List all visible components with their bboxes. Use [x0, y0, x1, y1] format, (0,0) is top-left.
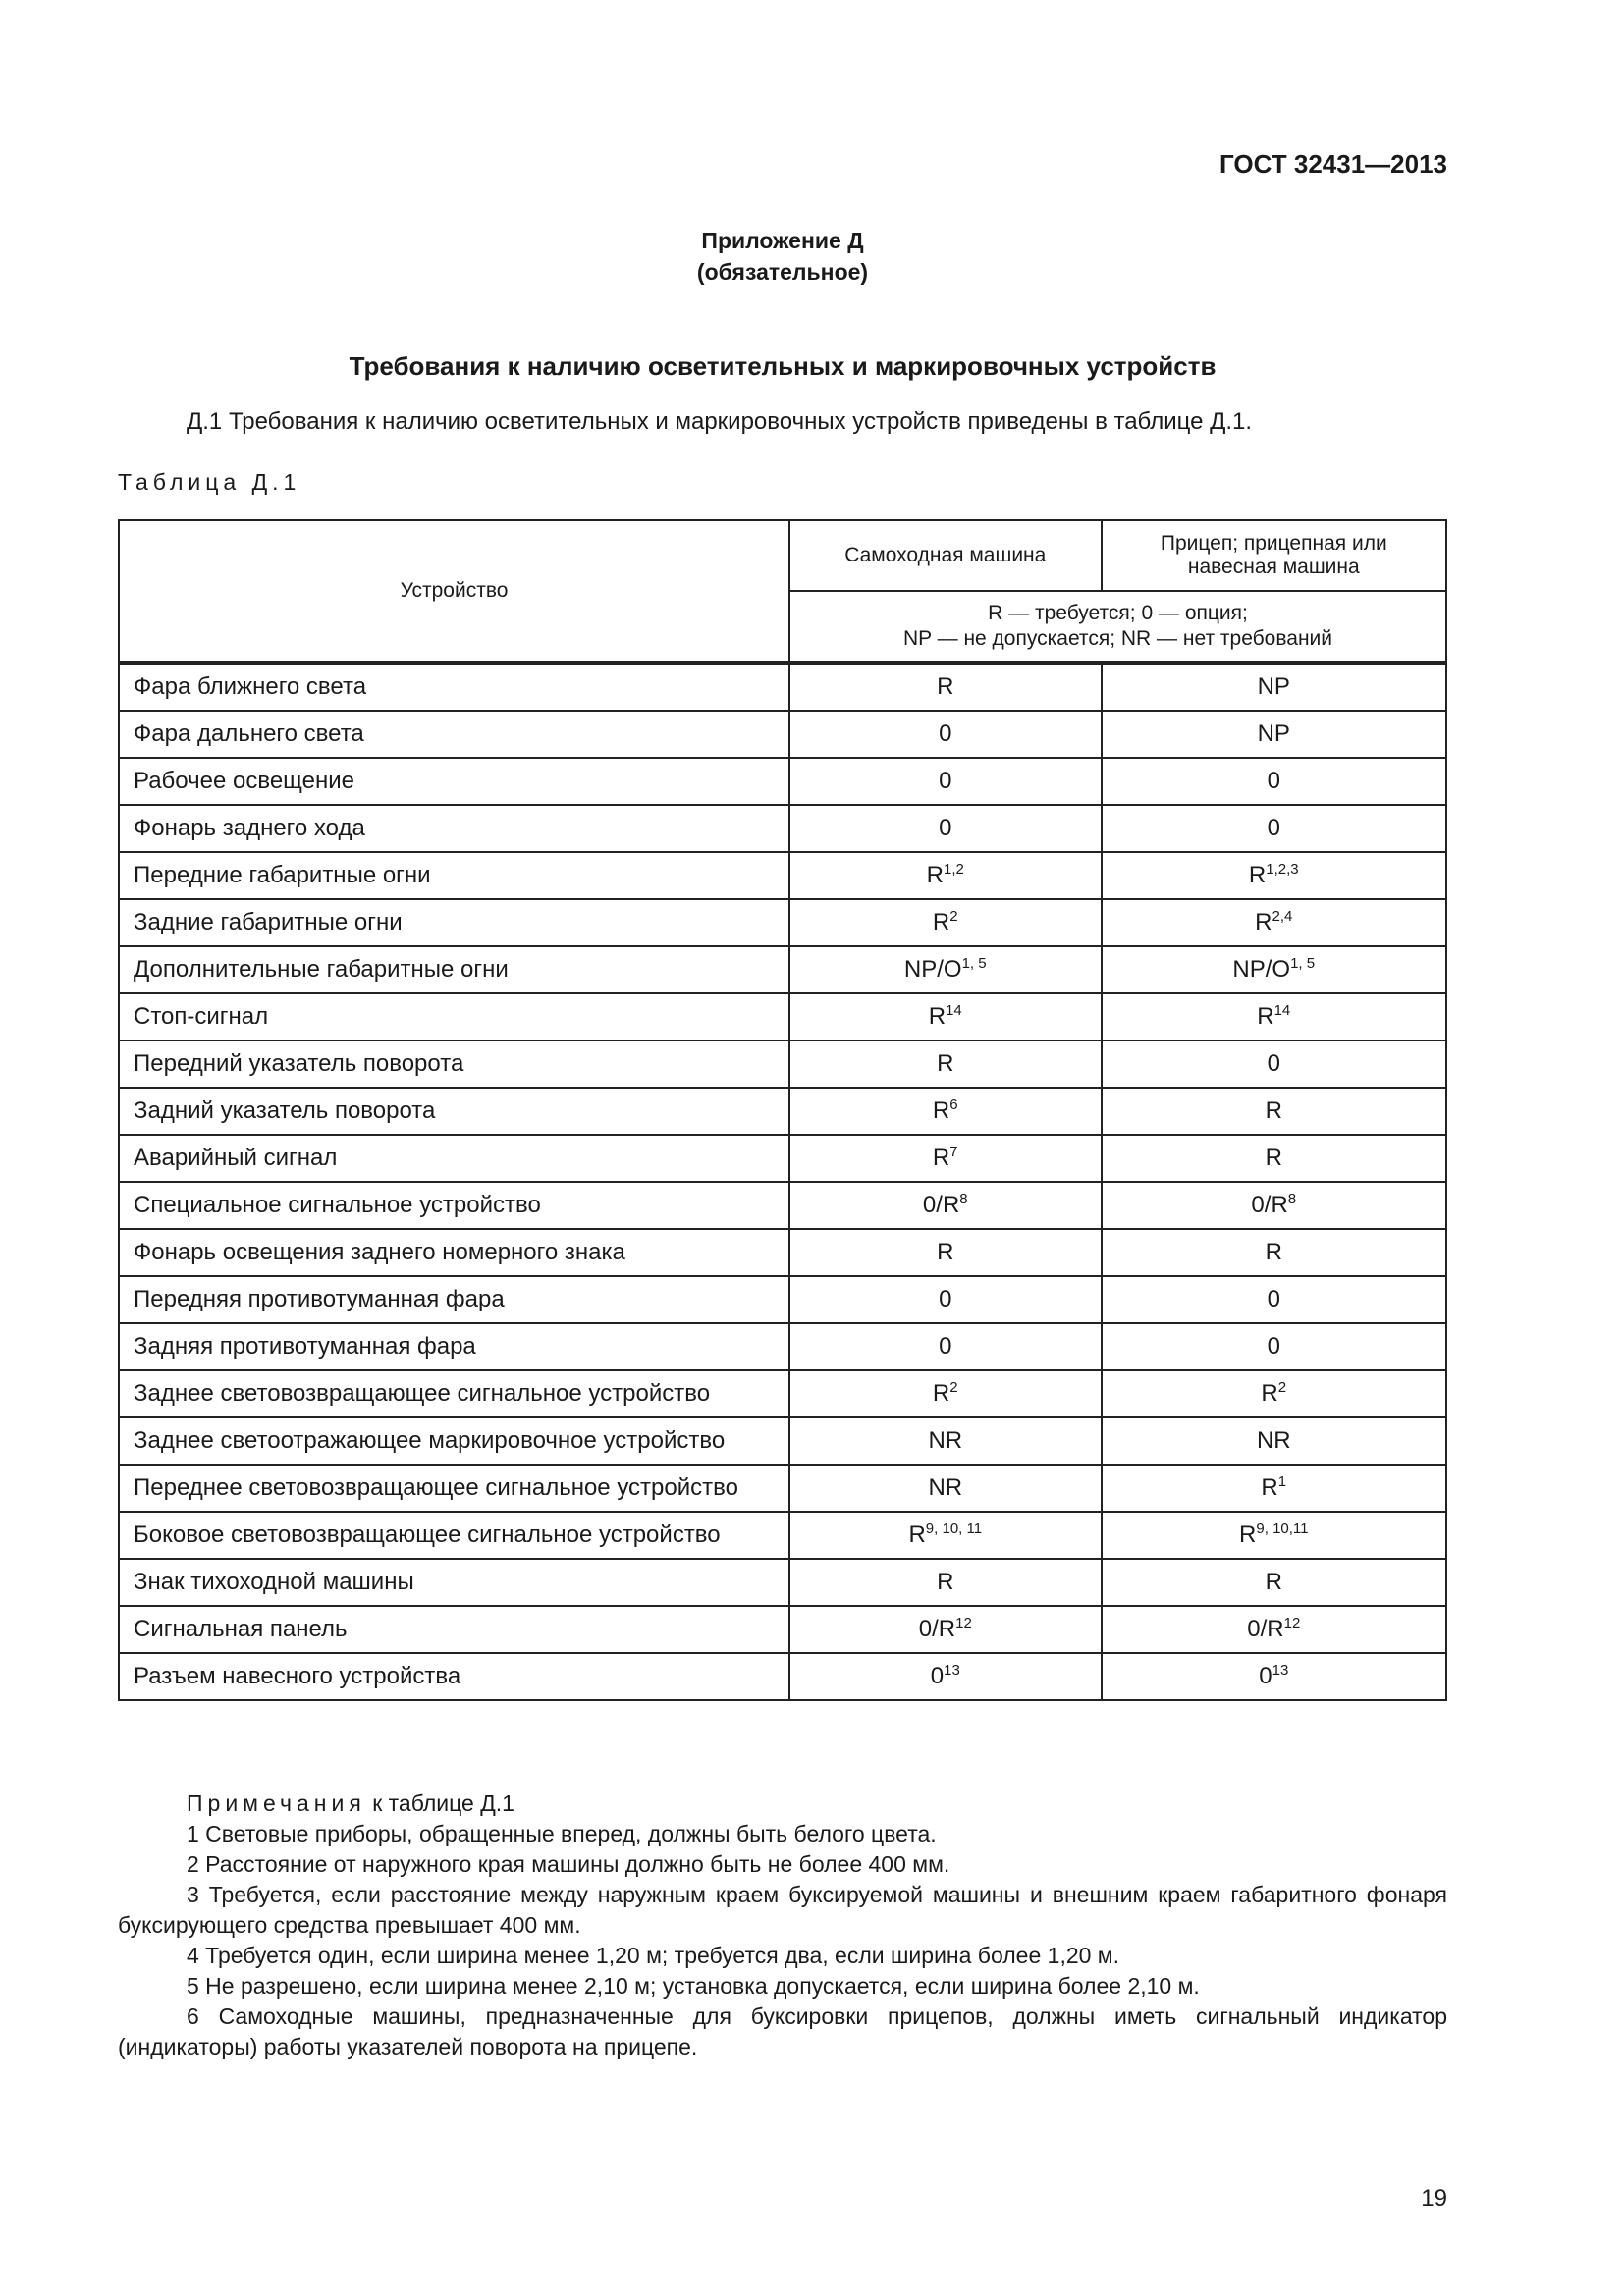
- self-propelled-cell: [789, 1606, 1102, 1653]
- trailer-cell-value: 0: [1259, 1663, 1272, 1689]
- table-row: [119, 1276, 1446, 1323]
- table-row: [119, 805, 1446, 852]
- self-propelled-cell: [789, 1135, 1102, 1182]
- trailer-cell-footnote-ref: 8: [1287, 1191, 1297, 1207]
- device-name-cell-value: Задний указатель поворота: [134, 1097, 436, 1124]
- trailer-cell-value: R: [1257, 1003, 1274, 1030]
- trailer-cell-footnote-ref: 14: [1273, 1002, 1291, 1019]
- table-row: [119, 1323, 1446, 1370]
- table-row: [119, 1417, 1446, 1465]
- trailer-cell: [1102, 805, 1446, 852]
- table-row: [119, 1088, 1446, 1135]
- trailer-cell: [1102, 1417, 1446, 1465]
- self-propelled-cell-value: NR: [928, 1427, 963, 1454]
- intro-paragraph: Д.1 Требования к наличию осветительных и маркировочных устройств приведены в таблице Д.1.: [187, 408, 1253, 435]
- self-propelled-cell: [789, 805, 1102, 852]
- self-propelled-cell: [789, 1229, 1102, 1276]
- self-propelled-cell-value: 0: [939, 1333, 952, 1360]
- trailer-cell-footnote-ref: 1,2,3: [1266, 861, 1299, 878]
- trailer-cell-value: 0: [1267, 815, 1280, 841]
- self-propelled-cell-value: R: [928, 1003, 947, 1030]
- header-device-label: Устройство: [400, 579, 509, 602]
- device-name-cell-value: Специальное сигнальное устройство: [134, 1192, 541, 1218]
- trailer-cell-value: NP: [1257, 673, 1290, 700]
- self-propelled-cell: [789, 1417, 1102, 1465]
- standard-code: ГОСТ 32431—2013: [1219, 149, 1447, 179]
- document-title: Требования к наличию осветительных и маркировочных устройств: [349, 351, 1217, 381]
- self-propelled-cell: [789, 1512, 1102, 1559]
- trailer-cell-footnote-ref: 13: [1272, 1662, 1289, 1679]
- trailer-cell-value: R: [1255, 909, 1272, 935]
- device-name-cell: [119, 1323, 789, 1370]
- self-propelled-cell-value: 0: [939, 1286, 952, 1312]
- notes-section: [118, 1789, 1447, 2062]
- note-item: 5 Не разрешено, если ширина менее 2,10 м; установка допускается, если ширина более 2,10 м.: [187, 1973, 1200, 1999]
- note-item: 3 Требуется, если расстояние между наружным краем буксируемой машины и внешним краем габаритного фонаря буксирующего средства превышает 400 мм.: [118, 1882, 1447, 1938]
- self-propelled-cell: [789, 852, 1102, 899]
- self-propelled-cell: [789, 1559, 1102, 1606]
- self-propelled-cell: [789, 1653, 1102, 1700]
- device-name-cell-value: Заднее световозвращающее сигнальное устройство: [134, 1380, 711, 1407]
- trailer-cell-value: 0: [1267, 768, 1280, 794]
- self-propelled-cell-footnote-ref: 6: [949, 1096, 958, 1113]
- self-propelled-cell-value: NR: [928, 1474, 963, 1501]
- self-propelled-cell-value: R: [908, 1522, 926, 1548]
- device-name-cell: [119, 946, 789, 993]
- device-name-cell: [119, 1465, 789, 1512]
- notes-heading: [118, 1789, 1447, 1819]
- trailer-cell: [1102, 1512, 1446, 1559]
- trailer-cell: [1102, 899, 1446, 946]
- self-propelled-cell-footnote-ref: 13: [944, 1662, 960, 1679]
- trailer-cell: [1102, 1041, 1446, 1088]
- header-legend: [789, 591, 1446, 662]
- device-name-cell-value: Аварийный сигнал: [134, 1145, 338, 1171]
- device-name-cell: [119, 1229, 789, 1276]
- trailer-cell-footnote-ref: 2: [1277, 1379, 1287, 1396]
- trailer-cell: [1102, 946, 1446, 993]
- trailer-cell-value: 0/R: [1247, 1616, 1284, 1642]
- self-propelled-cell-value: 0: [939, 768, 952, 794]
- self-propelled-cell-footnote-ref: 7: [949, 1144, 958, 1160]
- trailer-cell-value: 0: [1267, 1286, 1280, 1312]
- trailer-cell: [1102, 711, 1446, 758]
- device-name-cell: [119, 664, 789, 711]
- self-propelled-cell-value: R: [937, 673, 954, 700]
- device-name-cell: [119, 1606, 789, 1653]
- trailer-cell: [1102, 1465, 1446, 1512]
- device-name-cell-value: Фара дальнего света: [134, 721, 364, 747]
- device-name-cell-value: Переднее световозвращающее сигнальное устройство: [134, 1474, 738, 1501]
- trailer-cell: [1102, 1653, 1446, 1700]
- self-propelled-cell-value: R: [932, 1145, 950, 1171]
- trailer-cell-footnote-ref: 9, 10,11: [1256, 1521, 1309, 1537]
- trailer-cell: [1102, 1182, 1446, 1229]
- self-propelled-cell-value: 0/R: [918, 1616, 956, 1642]
- self-propelled-cell-value: R: [926, 862, 945, 888]
- device-name-cell-value: Передний указатель поворота: [134, 1050, 464, 1077]
- table-row: [119, 1559, 1446, 1606]
- trailer-cell: [1102, 1088, 1446, 1135]
- self-propelled-cell-value: 0: [939, 815, 952, 841]
- self-propelled-cell-footnote-ref: 2: [949, 908, 958, 925]
- trailer-cell: [1102, 1606, 1446, 1653]
- self-propelled-cell-value: R: [932, 909, 950, 935]
- trailer-cell-value: R: [1265, 1569, 1282, 1595]
- self-propelled-cell-footnote-ref: 9, 10, 11: [925, 1521, 983, 1537]
- self-propelled-cell: [789, 711, 1102, 758]
- self-propelled-cell-value: R: [932, 1097, 950, 1124]
- self-propelled-cell-value: R: [937, 1239, 954, 1265]
- table-row: [119, 1229, 1446, 1276]
- self-propelled-cell: [789, 664, 1102, 711]
- device-name-cell-value: Фара ближнего света: [134, 673, 367, 700]
- table-row: [119, 758, 1446, 805]
- self-propelled-cell-value: 0: [930, 1663, 945, 1689]
- device-name-cell-value: Стоп-сигнал: [134, 1003, 269, 1030]
- device-name-cell: [119, 1653, 789, 1700]
- trailer-cell: [1102, 1276, 1446, 1323]
- device-name-cell: [119, 711, 789, 758]
- device-name-cell-value: Передние габаритные огни: [134, 862, 431, 888]
- trailer-cell-value: R: [1261, 1380, 1278, 1407]
- self-propelled-cell-value: NP/O: [903, 956, 962, 983]
- trailer-cell-footnote-ref: 1: [1277, 1473, 1287, 1490]
- page-number: 19: [1421, 2185, 1447, 2212]
- device-name-cell-value: Дополнительные габаритные огни: [134, 956, 509, 983]
- device-name-cell: [119, 1512, 789, 1559]
- table-row: [119, 899, 1446, 946]
- device-name-cell: [119, 1182, 789, 1229]
- self-propelled-cell-value: R: [932, 1380, 950, 1407]
- trailer-cell-footnote-ref: 12: [1283, 1615, 1301, 1631]
- trailer-cell: [1102, 993, 1446, 1041]
- self-propelled-cell: [789, 758, 1102, 805]
- table-row: [119, 1512, 1446, 1559]
- trailer-cell: [1102, 1229, 1446, 1276]
- device-name-cell-value: Рабочее освещение: [134, 768, 354, 794]
- device-name-cell: [119, 805, 789, 852]
- self-propelled-cell: [789, 1465, 1102, 1512]
- table-row: [119, 1135, 1446, 1182]
- trailer-cell-footnote-ref: 2,4: [1272, 908, 1293, 925]
- self-propelled-cell-value: 0: [939, 721, 952, 747]
- self-propelled-cell-value: R: [937, 1569, 954, 1595]
- note-item: 2 Расстояние от наружного края машины должно быть не более 400 мм.: [187, 1851, 950, 1877]
- self-propelled-cell: [789, 899, 1102, 946]
- device-name-cell-value: Боковое световозвращающее сигнальное устройство: [134, 1522, 721, 1548]
- trailer-cell-value: R: [1265, 1097, 1282, 1124]
- table-row: [119, 711, 1446, 758]
- device-name-cell: [119, 993, 789, 1041]
- table-row: [119, 1606, 1446, 1653]
- trailer-cell-footnote-ref: 1, 5: [1290, 955, 1316, 972]
- header-device: [119, 520, 789, 662]
- device-name-cell: [119, 1276, 789, 1323]
- device-name-cell-value: Задняя противотуманная фара: [134, 1333, 476, 1360]
- legend-line2: NP — не допускается; NR — нет требований: [902, 627, 1332, 650]
- note-item: 6 Самоходные машины, предназначенные для буксировки прицепов, должны иметь сигнальный индикатор (индикаторы) работы указателей поворота на прицепе.: [118, 2003, 1447, 2059]
- trailer-cell-value: NR: [1256, 1427, 1291, 1454]
- self-propelled-cell-footnote-ref: 12: [955, 1615, 972, 1631]
- device-name-cell: [119, 1135, 789, 1182]
- device-name-cell-value: Знак тихоходной машины: [134, 1569, 414, 1595]
- trailer-cell: [1102, 758, 1446, 805]
- header-self-propelled: [789, 520, 1102, 591]
- table-caption: Таблица Д.1: [118, 469, 301, 495]
- header-trailer: [1102, 520, 1446, 591]
- self-propelled-cell: [789, 1182, 1102, 1229]
- trailer-cell-value: R: [1261, 1474, 1278, 1501]
- device-name-cell: [119, 1370, 789, 1417]
- note-item: 1 Световые приборы, обращенные вперед, должны быть белого цвета.: [187, 1821, 937, 1846]
- device-name-cell-value: Передняя противотуманная фара: [134, 1286, 505, 1312]
- table-row: [119, 664, 1446, 711]
- device-name-cell-value: Фонарь заднего хода: [134, 815, 365, 841]
- table-row: [119, 852, 1446, 899]
- trailer-cell: [1102, 1135, 1446, 1182]
- trailer-cell-value: 0: [1267, 1050, 1280, 1077]
- trailer-cell: [1102, 1323, 1446, 1370]
- self-propelled-cell-footnote-ref: 2: [949, 1379, 958, 1396]
- device-name-cell: [119, 899, 789, 946]
- table-row: [119, 1041, 1446, 1088]
- self-propelled-cell: [789, 1088, 1102, 1135]
- table-row: [119, 1370, 1446, 1417]
- trailer-cell-value: R: [1239, 1522, 1257, 1548]
- device-name-cell: [119, 1088, 789, 1135]
- table-row: [119, 1653, 1446, 1700]
- table-row: [119, 993, 1446, 1041]
- self-propelled-cell-value: 0/R: [922, 1192, 960, 1218]
- legend-line1: R — требуется; 0 — опция;: [988, 602, 1248, 624]
- trailer-cell-value: 0: [1267, 1333, 1280, 1360]
- table-row: [119, 1465, 1446, 1512]
- note-item: 4 Требуется один, если ширина менее 1,20 м; требуется два, если ширина более 1,20 м.: [187, 1943, 1120, 1968]
- trailer-cell: [1102, 1370, 1446, 1417]
- notes-heading-word: Примечания: [187, 1790, 366, 1816]
- header-trailer-line1: Прицеп; прицепная или: [1160, 532, 1387, 555]
- requirements-table: [118, 519, 1447, 1701]
- trailer-cell: [1102, 1559, 1446, 1606]
- device-name-cell-value: Сигнальная панель: [134, 1616, 348, 1642]
- trailer-cell-value: R: [1265, 1239, 1282, 1265]
- appendix-title: Приложение Д: [701, 228, 864, 253]
- table-body: [119, 664, 1446, 1700]
- self-propelled-cell-footnote-ref: 1,2: [944, 861, 964, 878]
- header-trailer-line2: навесная машина: [1187, 556, 1360, 578]
- device-name-cell-value: Разъем навесного устройства: [134, 1663, 461, 1689]
- self-propelled-cell: [789, 946, 1102, 993]
- self-propelled-cell-footnote-ref: 1, 5: [961, 955, 987, 972]
- notes-heading-rest: к таблице Д.1: [372, 1790, 514, 1816]
- trailer-cell-value: 0/R: [1251, 1192, 1288, 1218]
- self-propelled-cell-value: R: [937, 1050, 954, 1077]
- device-name-cell: [119, 1559, 789, 1606]
- device-name-cell-value: Задние габаритные огни: [134, 909, 403, 935]
- self-propelled-cell: [789, 1323, 1102, 1370]
- self-propelled-cell: [789, 993, 1102, 1041]
- table-row: [119, 1182, 1446, 1229]
- device-name-cell-value: Заднее светоотражающее маркировочное устройство: [134, 1427, 726, 1454]
- device-name-cell: [119, 1041, 789, 1088]
- self-propelled-cell-footnote-ref: 8: [959, 1191, 968, 1207]
- appendix-status: (обязательное): [696, 259, 869, 285]
- trailer-cell-value: R: [1265, 1145, 1282, 1171]
- trailer-cell-value: NP/O: [1232, 956, 1291, 983]
- self-propelled-cell: [789, 1276, 1102, 1323]
- self-propelled-cell-footnote-ref: 14: [946, 1002, 962, 1019]
- trailer-cell-value: R: [1248, 862, 1267, 888]
- device-name-cell: [119, 852, 789, 899]
- table-row: [119, 946, 1446, 993]
- header-self-propelled-label: Самоходная машина: [844, 544, 1047, 566]
- self-propelled-cell: [789, 1370, 1102, 1417]
- device-name-cell: [119, 758, 789, 805]
- trailer-cell-value: NP: [1257, 721, 1290, 747]
- trailer-cell: [1102, 664, 1446, 711]
- device-name-cell: [119, 1417, 789, 1465]
- device-name-cell-value: Фонарь освещения заднего номерного знака: [134, 1239, 625, 1265]
- trailer-cell: [1102, 852, 1446, 899]
- self-propelled-cell: [789, 1041, 1102, 1088]
